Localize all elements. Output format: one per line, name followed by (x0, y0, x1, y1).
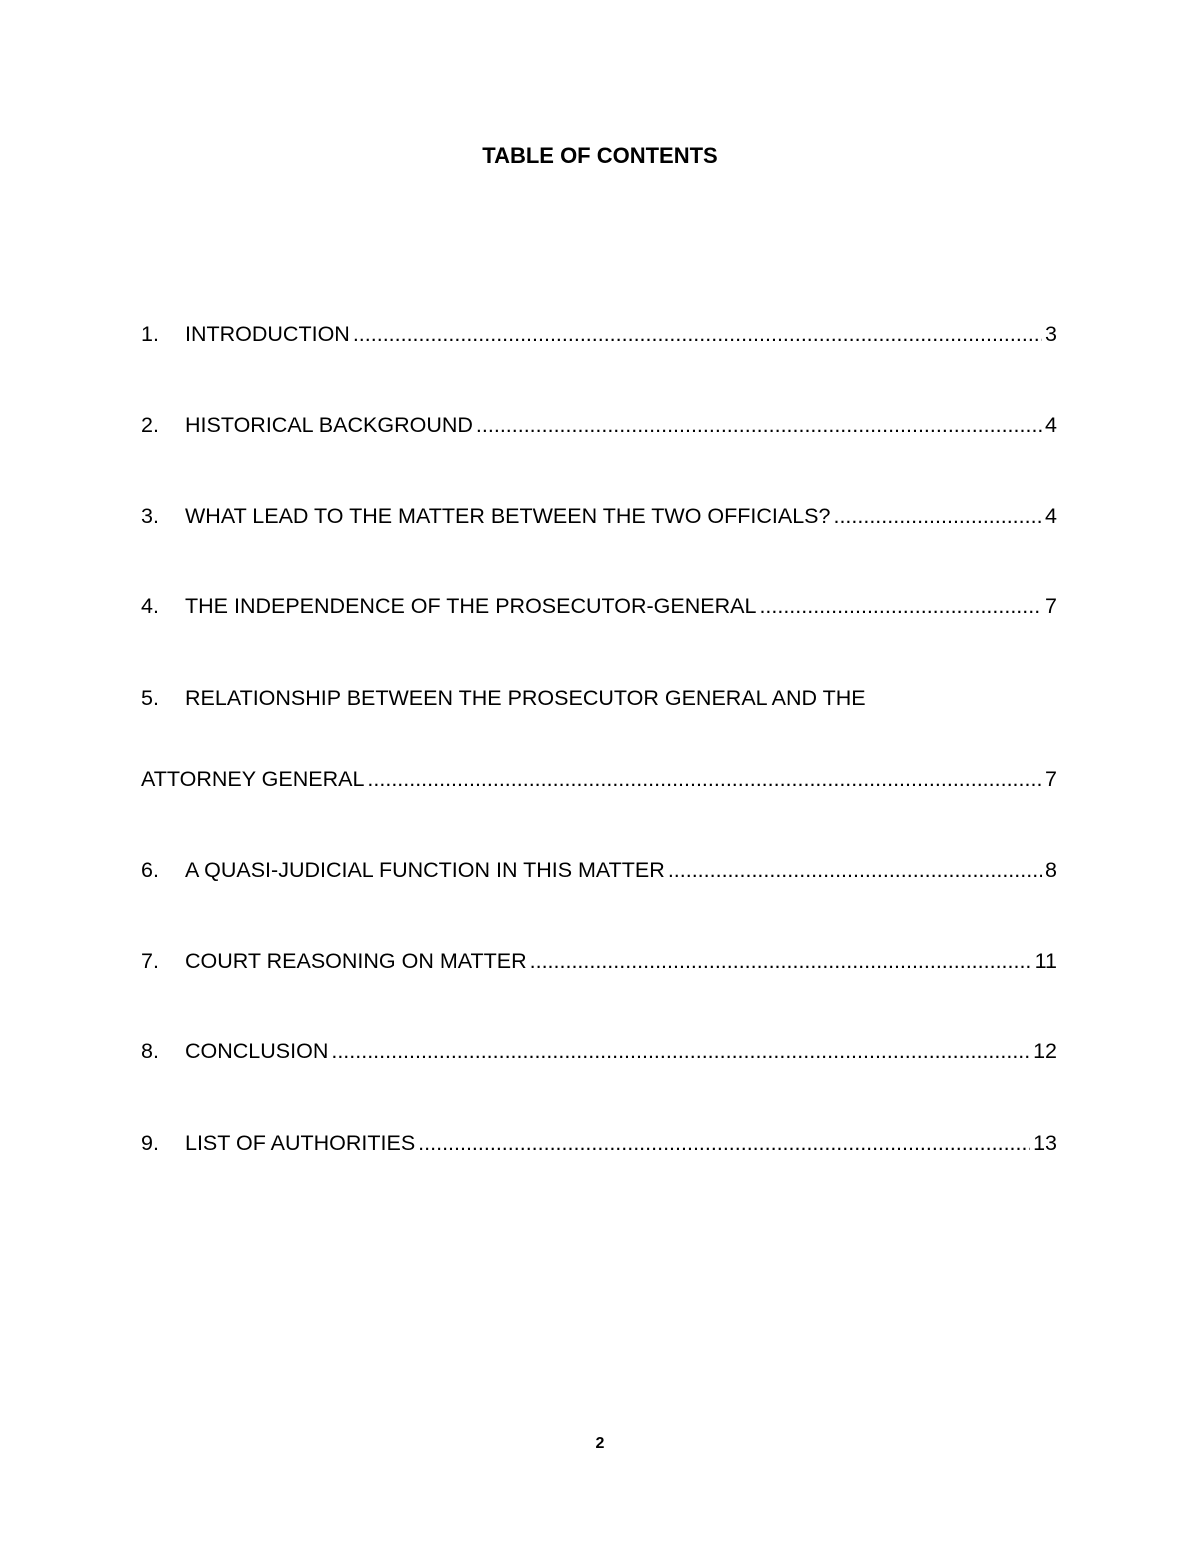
toc-entry-page: 7 (1045, 767, 1057, 791)
toc-entry-number: 4. (141, 594, 159, 618)
toc-entry-number: 2. (141, 413, 159, 437)
toc-dot-leader (530, 947, 1032, 975)
toc-entry-page: 7 (1045, 594, 1057, 618)
toc-entry-title: HISTORICAL BACKGROUND (185, 413, 473, 437)
toc-entry-number: 6. (141, 858, 159, 882)
toc-entry-quasi-judicial[interactable] (141, 856, 1057, 884)
toc-entry-page: 3 (1045, 322, 1057, 346)
toc-entry-introduction[interactable] (141, 320, 1057, 348)
toc-entry-title: LIST OF AUTHORITIES (185, 1131, 416, 1155)
toc-entry-relationship[interactable] (141, 684, 1057, 712)
toc-dot-leader (668, 856, 1042, 884)
toc-dot-leader (476, 411, 1042, 439)
toc-entry-page: 8 (1045, 858, 1057, 882)
page-number: 2 (595, 1435, 605, 1452)
toc-entry-conclusion[interactable] (141, 1037, 1057, 1065)
toc-entry-title: THE INDEPENDENCE OF THE PROSECUTOR-GENERAL (185, 594, 757, 618)
toc-dot-leader (833, 502, 1042, 530)
toc-entry-title: RELATIONSHIP BETWEEN THE PROSECUTOR GENERAL AND THE (185, 686, 866, 710)
toc-entry-page: 4 (1045, 504, 1057, 528)
toc-entry-title: A QUASI-JUDICIAL FUNCTION IN THIS MATTER (185, 858, 665, 882)
toc-entry-historical-background[interactable] (141, 411, 1057, 439)
toc-entry-relationship-continuation[interactable] (141, 765, 1057, 793)
toc-dot-leader (331, 1037, 1030, 1065)
toc-entry-number: 1. (141, 322, 159, 346)
toc-entry-number: 8. (141, 1039, 159, 1063)
toc-entry-title: WHAT LEAD TO THE MATTER BETWEEN THE TWO OFFICIALS? (185, 504, 831, 528)
toc-entry-list-of-authorities[interactable] (141, 1129, 1057, 1157)
toc-entry-court-reasoning[interactable] (141, 947, 1057, 975)
toc-entry-page: 11 (1034, 949, 1057, 973)
toc-dot-leader (353, 320, 1042, 348)
toc-entry-number: 7. (141, 949, 159, 973)
toc-dot-leader (367, 765, 1042, 793)
toc-entry-page: 4 (1045, 413, 1057, 437)
toc-entry-number: 5. (141, 686, 159, 710)
toc-entry-what-lead[interactable] (141, 502, 1057, 530)
toc-dot-leader (418, 1129, 1030, 1157)
toc-entry-page: 12 (1033, 1039, 1057, 1063)
page-title: TABLE OF CONTENTS (482, 143, 718, 168)
toc-entry-title: COURT REASONING ON MATTER (185, 949, 527, 973)
toc-entry-number: 9. (141, 1131, 159, 1155)
toc-entry-page: 13 (1033, 1131, 1057, 1155)
toc-entry-number: 3. (141, 504, 159, 528)
toc-dot-leader (759, 592, 1042, 620)
toc-entry-title: CONCLUSION (185, 1039, 329, 1063)
toc-entry-title-continuation: ATTORNEY GENERAL (141, 767, 365, 791)
toc-entry-independence[interactable] (141, 592, 1057, 620)
toc-entry-title: INTRODUCTION (185, 322, 350, 346)
